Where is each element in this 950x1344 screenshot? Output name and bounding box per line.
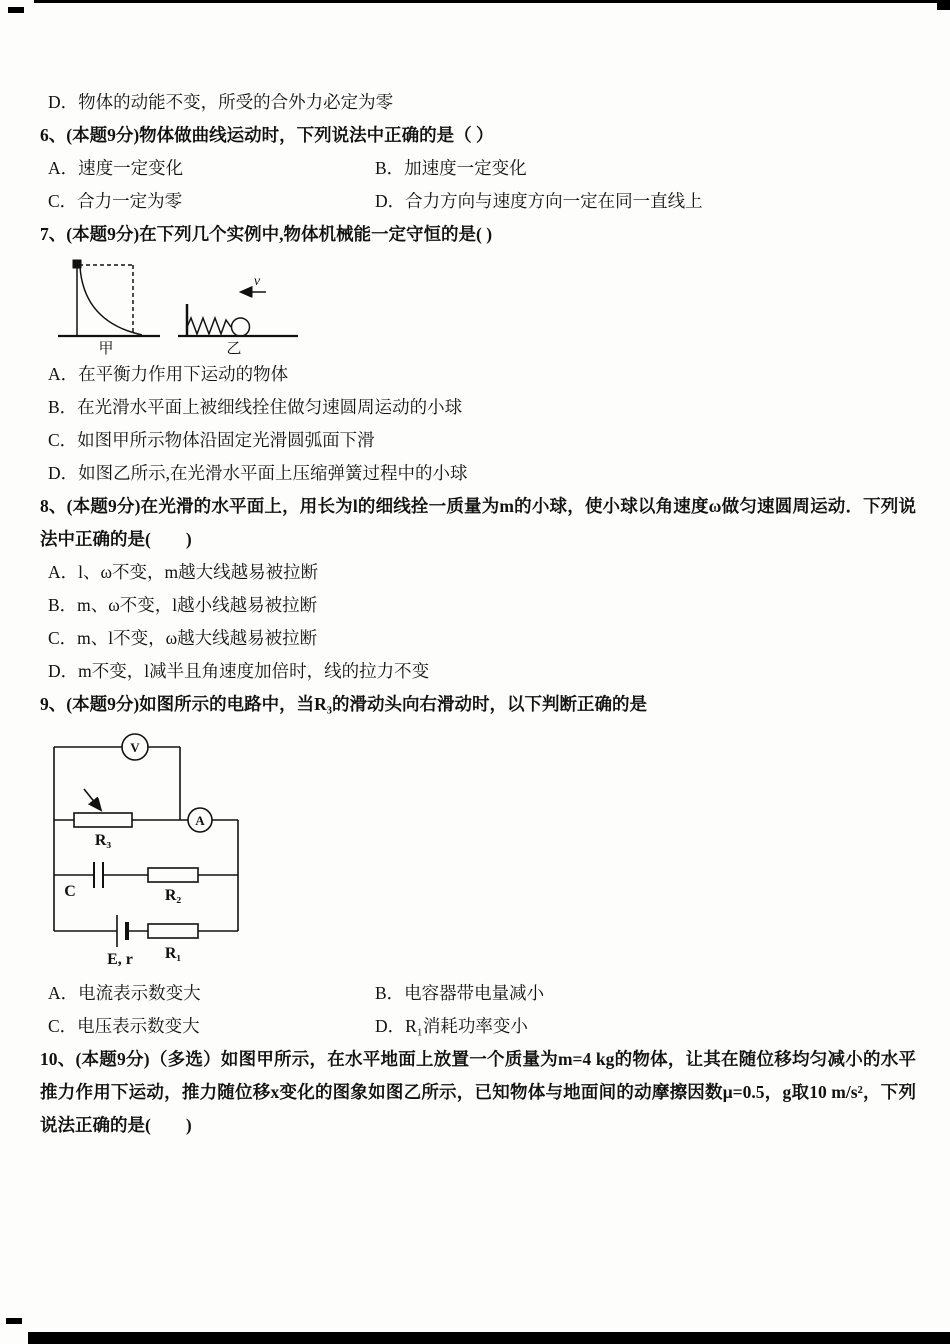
question-6-stem: 6、(本题9分)物体做曲线运动时，下列说法中正确的是（ ） [40, 125, 494, 145]
scan-artifact-top-line [34, 0, 950, 3]
option-9-b: B．电容器带电量减小 [375, 983, 545, 1003]
resistor-r1-label: R₁ [164, 945, 182, 962]
question-6-options-row-1 [40, 152, 916, 185]
question-9-stem: 9、(本题9分)如图所示的电路中，当R₃的滑动头向右滑动时，以下判断正确的是 [40, 694, 648, 714]
resistor-r2 [148, 868, 198, 882]
velocity-label: v [253, 274, 261, 289]
spring-coil [187, 318, 231, 334]
option-8-a: A．l、ω不变，m越大线越易被拉断 [48, 562, 319, 582]
option-6-b: B．加速度一定变化 [375, 158, 527, 178]
battery-label: E, r [107, 951, 133, 968]
capacitor-c-label: C [64, 883, 76, 900]
option-6-c: C．合力一定为零 [48, 191, 183, 211]
spring-ball [232, 318, 250, 336]
option-6-a: A．速度一定变化 [48, 158, 184, 178]
option-7-c: C．如图甲所示物体沿固定光滑圆弧面下滑 [48, 430, 375, 450]
question-8-stem: 8、(本题9分)在光滑的水平面上，用长为l的细线拴一质量为m的小球，使小球以角速度ω做匀速圆周运动．下列说法中正确的是( ) [40, 496, 916, 549]
question-10-stem: 10、(本题9分)（多选）如图甲所示，在水平地面上放置一个质量为m=4 kg的物体，让其在随位移均匀减小的水平推力作用下运动，推力随位移x变化的图象如图乙所示，已知物体与地面间的动摩擦因数μ=0.5，g取10 m/s²，下列说法正确的是( ) [40, 1049, 916, 1135]
scan-artifact-top-left [8, 7, 24, 13]
option-9-d: D．R₁消耗功率变小 [375, 1016, 528, 1036]
option-8-b: B．m、ω不变，l越小线越易被拉断 [48, 595, 318, 615]
figure-jia-label: 甲 [98, 341, 114, 357]
question-5-option-d: D．物体的动能不变，所受的合外力必定为零 [48, 92, 394, 112]
option-9-a: A．电流表示数变大 [48, 983, 201, 1003]
resistor-r1 [148, 924, 198, 938]
option-8-c: C．m、l不变，ω越大线越易被拉断 [48, 628, 318, 648]
figure-9-circuit [40, 723, 916, 975]
scan-artifact-bottom-left [6, 1318, 22, 1324]
circuit-diagram [40, 723, 260, 973]
rheostat-r3-label: R₃ [94, 832, 112, 849]
ammeter-label: A [195, 813, 205, 828]
resistor-r2-label: R₂ [164, 887, 182, 904]
question-9-options-row-1 [40, 977, 916, 1010]
exam-content [40, 86, 916, 1142]
scan-artifact-top-right [937, 0, 950, 10]
rheostat-r3 [74, 813, 132, 827]
question-6-options-row-2 [40, 185, 916, 218]
option-6-d: D．合力方向与速度方向一定在同一直线上 [375, 191, 703, 211]
option-9-c: C．电压表示数变大 [48, 1016, 200, 1036]
option-8-d: D．m不变，l减半且角速度加倍时，线的拉力不变 [48, 661, 430, 681]
figure-yi-label: 乙 [226, 341, 242, 357]
option-7-d: D．如图乙所示,在光滑水平面上压缩弹簧过程中的小球 [48, 463, 468, 483]
option-7-a: A．在平衡力作用下运动的物体 [48, 364, 289, 384]
question-7-stem: 7、(本题9分)在下列几个实例中,物体机械能一定守恒的是( ) [40, 224, 493, 244]
figure-7 [54, 254, 916, 358]
voltmeter-label: V [130, 740, 140, 755]
arc-ball [73, 260, 81, 268]
rheostat-slider-arrow-icon [84, 789, 100, 809]
question-9-options-row-2 [40, 1010, 916, 1043]
figure-7-arc-diagram [54, 254, 164, 356]
figure-7-spring-diagram [178, 254, 303, 356]
option-7-b: B．在光滑水平面上被细线拴住做匀速圆周运动的小球 [48, 397, 463, 417]
scan-artifact-bottom-bar [28, 1332, 950, 1344]
